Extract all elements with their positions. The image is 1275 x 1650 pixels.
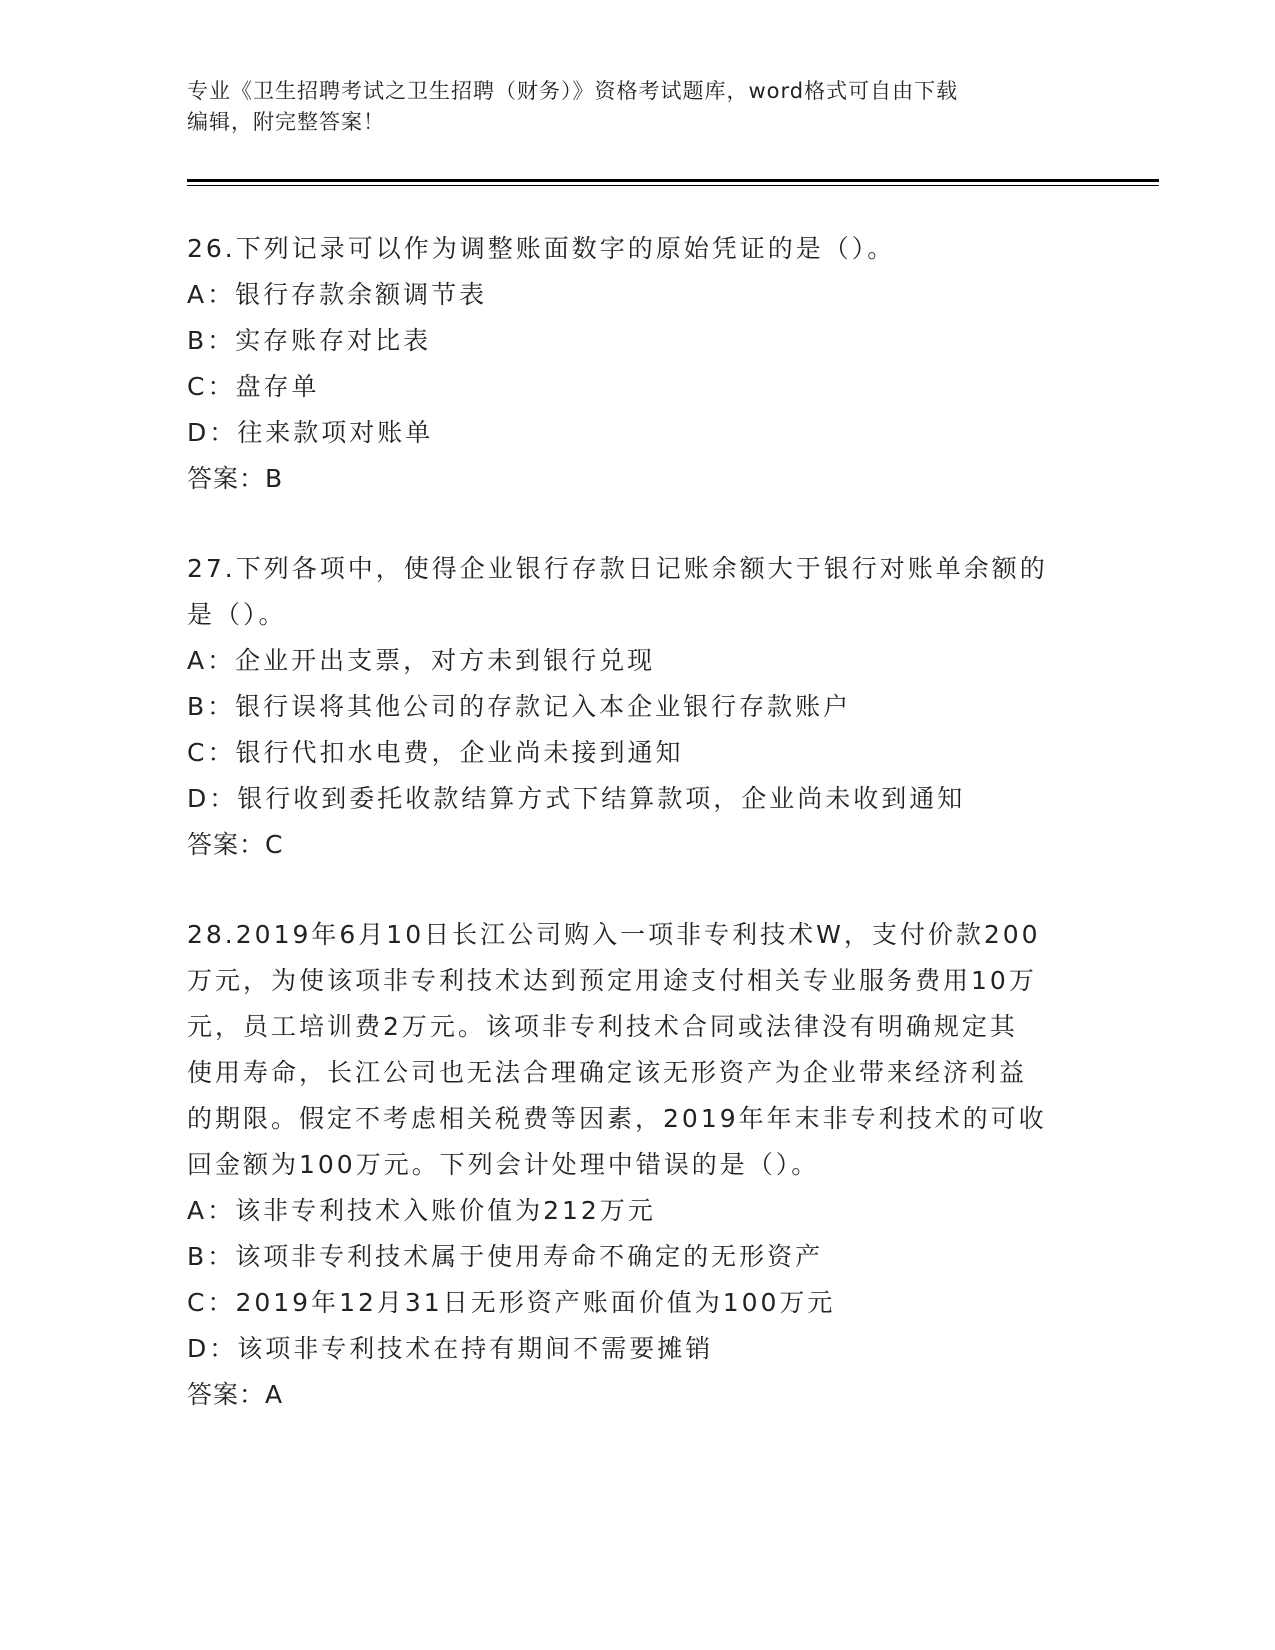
option-c: C：盘存单	[187, 372, 320, 401]
answer: 答案：B	[187, 464, 284, 493]
header-line-2: 编辑，附完整答案！	[187, 110, 385, 134]
question-26	[187, 226, 1087, 502]
option-c: C：银行代扣水电费，企业尚未接到通知	[187, 738, 684, 767]
question-27	[187, 546, 1087, 868]
option-a: A：银行存款余额调节表	[187, 280, 488, 309]
option-c: C：2019年12月31日无形资产账面价值为100万元	[187, 1288, 836, 1317]
question-stem: 是（）。	[187, 600, 287, 629]
option-d: D：往来款项对账单	[187, 418, 434, 447]
question-stem: 28.2019年6月10日长江公司购入一项非专利技术W，支付价款200	[187, 920, 1041, 949]
option-b: B：该项非专利技术属于使用寿命不确定的无形资产	[187, 1242, 824, 1271]
answer: 答案：C	[187, 830, 284, 859]
answer: 答案：A	[187, 1380, 284, 1409]
header-divider-thick	[187, 179, 1159, 182]
option-a: A：企业开出支票，对方未到银行兑现	[187, 646, 656, 675]
option-d: D：银行收到委托收款结算方式下结算款项，企业尚未收到通知	[187, 784, 966, 813]
question-stem: 26.下列记录可以作为调整账面数字的原始凭证的是（）。	[187, 234, 896, 263]
header-divider-thin	[187, 185, 1159, 186]
document-header	[187, 76, 1087, 138]
option-b: B：实存账存对比表	[187, 326, 432, 355]
question-stem: 万元，为使该项非专利技术达到预定用途支付相关专业服务费用10万	[187, 966, 1037, 995]
question-stem: 使用寿命，长江公司也无法合理确定该无形资产为企业带来经济利益	[187, 1058, 1028, 1087]
question-stem: 回金额为100万元。下列会计处理中错误的是（）。	[187, 1150, 820, 1179]
header-line-1: 专业《卫生招聘考试之卫生招聘（财务）》资格考试题库，word格式可自由下载	[187, 79, 959, 103]
question-stem: 27.下列各项中，使得企业银行存款日记账余额大于银行对账单余额的	[187, 554, 1048, 583]
question-28	[187, 912, 1087, 1418]
option-a: A：该非专利技术入账价值为212万元	[187, 1196, 656, 1225]
option-b: B：银行误将其他公司的存款记入本企业银行存款账户	[187, 692, 852, 721]
question-stem: 元，员工培训费2万元。该项非专利技术合同或法律没有明确规定其	[187, 1012, 1018, 1041]
option-d: D：该项非专利技术在持有期间不需要摊销	[187, 1334, 714, 1363]
question-list	[187, 226, 1087, 1462]
question-stem: 的期限。假定不考虑相关税费等因素，2019年年末非专利技术的可收	[187, 1104, 1047, 1133]
